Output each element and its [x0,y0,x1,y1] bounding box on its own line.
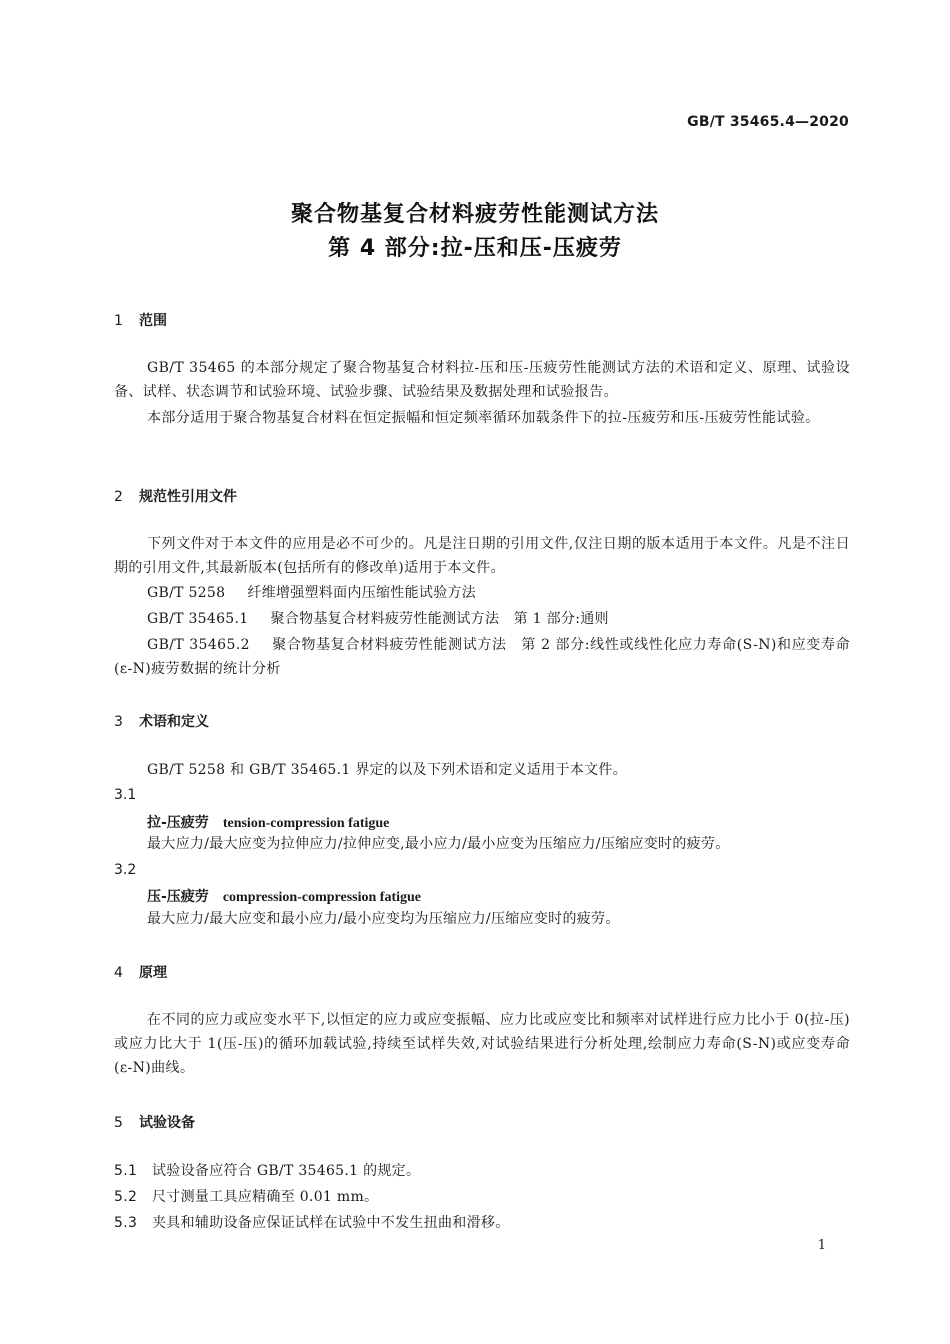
paragraph: 在不同的应力或应变水平下,以恒定的应力或应变振幅、应力比或应变比和频率对试样进行应力比小于 0(拉-压)或应力比大于 1(压-压)的循环加载试验,持续至试样失效,对试验结果进行分析处理,绘制应力寿命(S-N)或应变寿命(ε-N)曲线。 [114,1012,850,1076]
reference-item [147,581,476,605]
item-number: 5.1 [114,1163,138,1179]
item-number: 5.3 [114,1215,138,1231]
paragraph: GB/T 35465 的本部分规定了聚合物基复合材料拉-压和压-压疲劳性能测试方法的术语和定义、原理、试验设备、试样、状态调节和试验环境、试验步骤、试验结果及数据处理和试验报告。 [114,360,850,400]
section-heading-1 [114,310,167,330]
section-title: 术语和定义 [139,714,209,730]
section-number: 5 [114,1115,123,1131]
list-item [114,1212,510,1232]
reference-code: GB/T 35465.2 [147,637,250,653]
term-chinese: 压-压疲劳 [147,889,209,905]
section-number: 4 [114,965,123,981]
section-heading-5 [114,1112,195,1132]
term-entry [147,886,421,906]
document-subtitle: 第 4 部分:拉-压和压-压疲劳 [328,236,622,261]
section-heading-4 [114,962,167,982]
document-title: 聚合物基复合材料疲劳性能测试方法 [290,202,659,227]
term-entry [147,812,389,832]
reference-name: 聚合物基复合材料疲劳性能测试方法 第 1 部分:通则 [270,611,609,627]
reference-name: 聚合物基复合材料疲劳性能测试方法 第 2 部分:线性或线性化应力寿命(S-N)和应变寿命(ε-N)疲劳数据的统计分析 [114,637,851,677]
section-number: 2 [114,489,123,505]
section-title: 原理 [139,965,167,981]
item-text: 试验设备应符合 GB/T 35465.1 的规定。 [152,1163,421,1179]
section-heading-3 [114,711,209,731]
standard-number: GB/T 35465.4—2020 [687,114,849,130]
item-text: 尺寸测量工具应精确至 0.01 mm。 [152,1189,379,1205]
term-number: 3.2 [114,862,137,878]
term-number: 3.1 [114,787,137,803]
reference-item [114,633,850,681]
section-number: 3 [114,714,123,730]
reference-code: GB/T 5258 [147,585,226,601]
page-number: 1 [817,1238,826,1253]
reference-code: GB/T 35465.1 [147,611,249,627]
term-chinese: 拉-压疲劳 [147,815,209,831]
section-number: 1 [114,313,123,329]
item-text: 夹具和辅助设备应保证试样在试验中不发生扭曲和滑移。 [152,1215,510,1231]
paragraph: 下列文件对于本文件的应用是必不可少的。凡是注日期的引用文件,仅注日期的版本适用于本文件。凡是不注日期的引用文件,其最新版本(包括所有的修改单)适用于本文件。 [114,536,850,576]
reference-item [147,607,609,631]
paragraph: GB/T 5258 和 GB/T 35465.1 界定的以及下列术语和定义适用于本文件。 [147,762,628,778]
list-item [114,1160,420,1180]
term-definition: 最大应力/最大应变和最小应力/最小应变均为压缩应力/压缩应变时的疲劳。 [147,911,620,927]
section-heading-2 [114,486,237,506]
item-number: 5.2 [114,1189,138,1205]
reference-name: 纤维增强塑料面内压缩性能试验方法 [247,585,477,601]
list-item [114,1186,378,1206]
section-title: 范围 [139,313,167,329]
term-english: tension-compression fatigue [222,816,390,831]
section-title: 试验设备 [139,1115,195,1131]
term-english: compression-compression fatigue [222,890,422,905]
term-definition: 最大应力/最大应变为拉伸应力/拉伸应变,最小应力/最小应变为压缩应力/压缩应变时的疲劳。 [147,836,730,852]
section-title: 规范性引用文件 [139,489,237,505]
paragraph: 本部分适用于聚合物基复合材料在恒定振幅和恒定频率循环加载条件下的拉-压疲劳和压-压疲劳性能试验。 [147,410,820,426]
